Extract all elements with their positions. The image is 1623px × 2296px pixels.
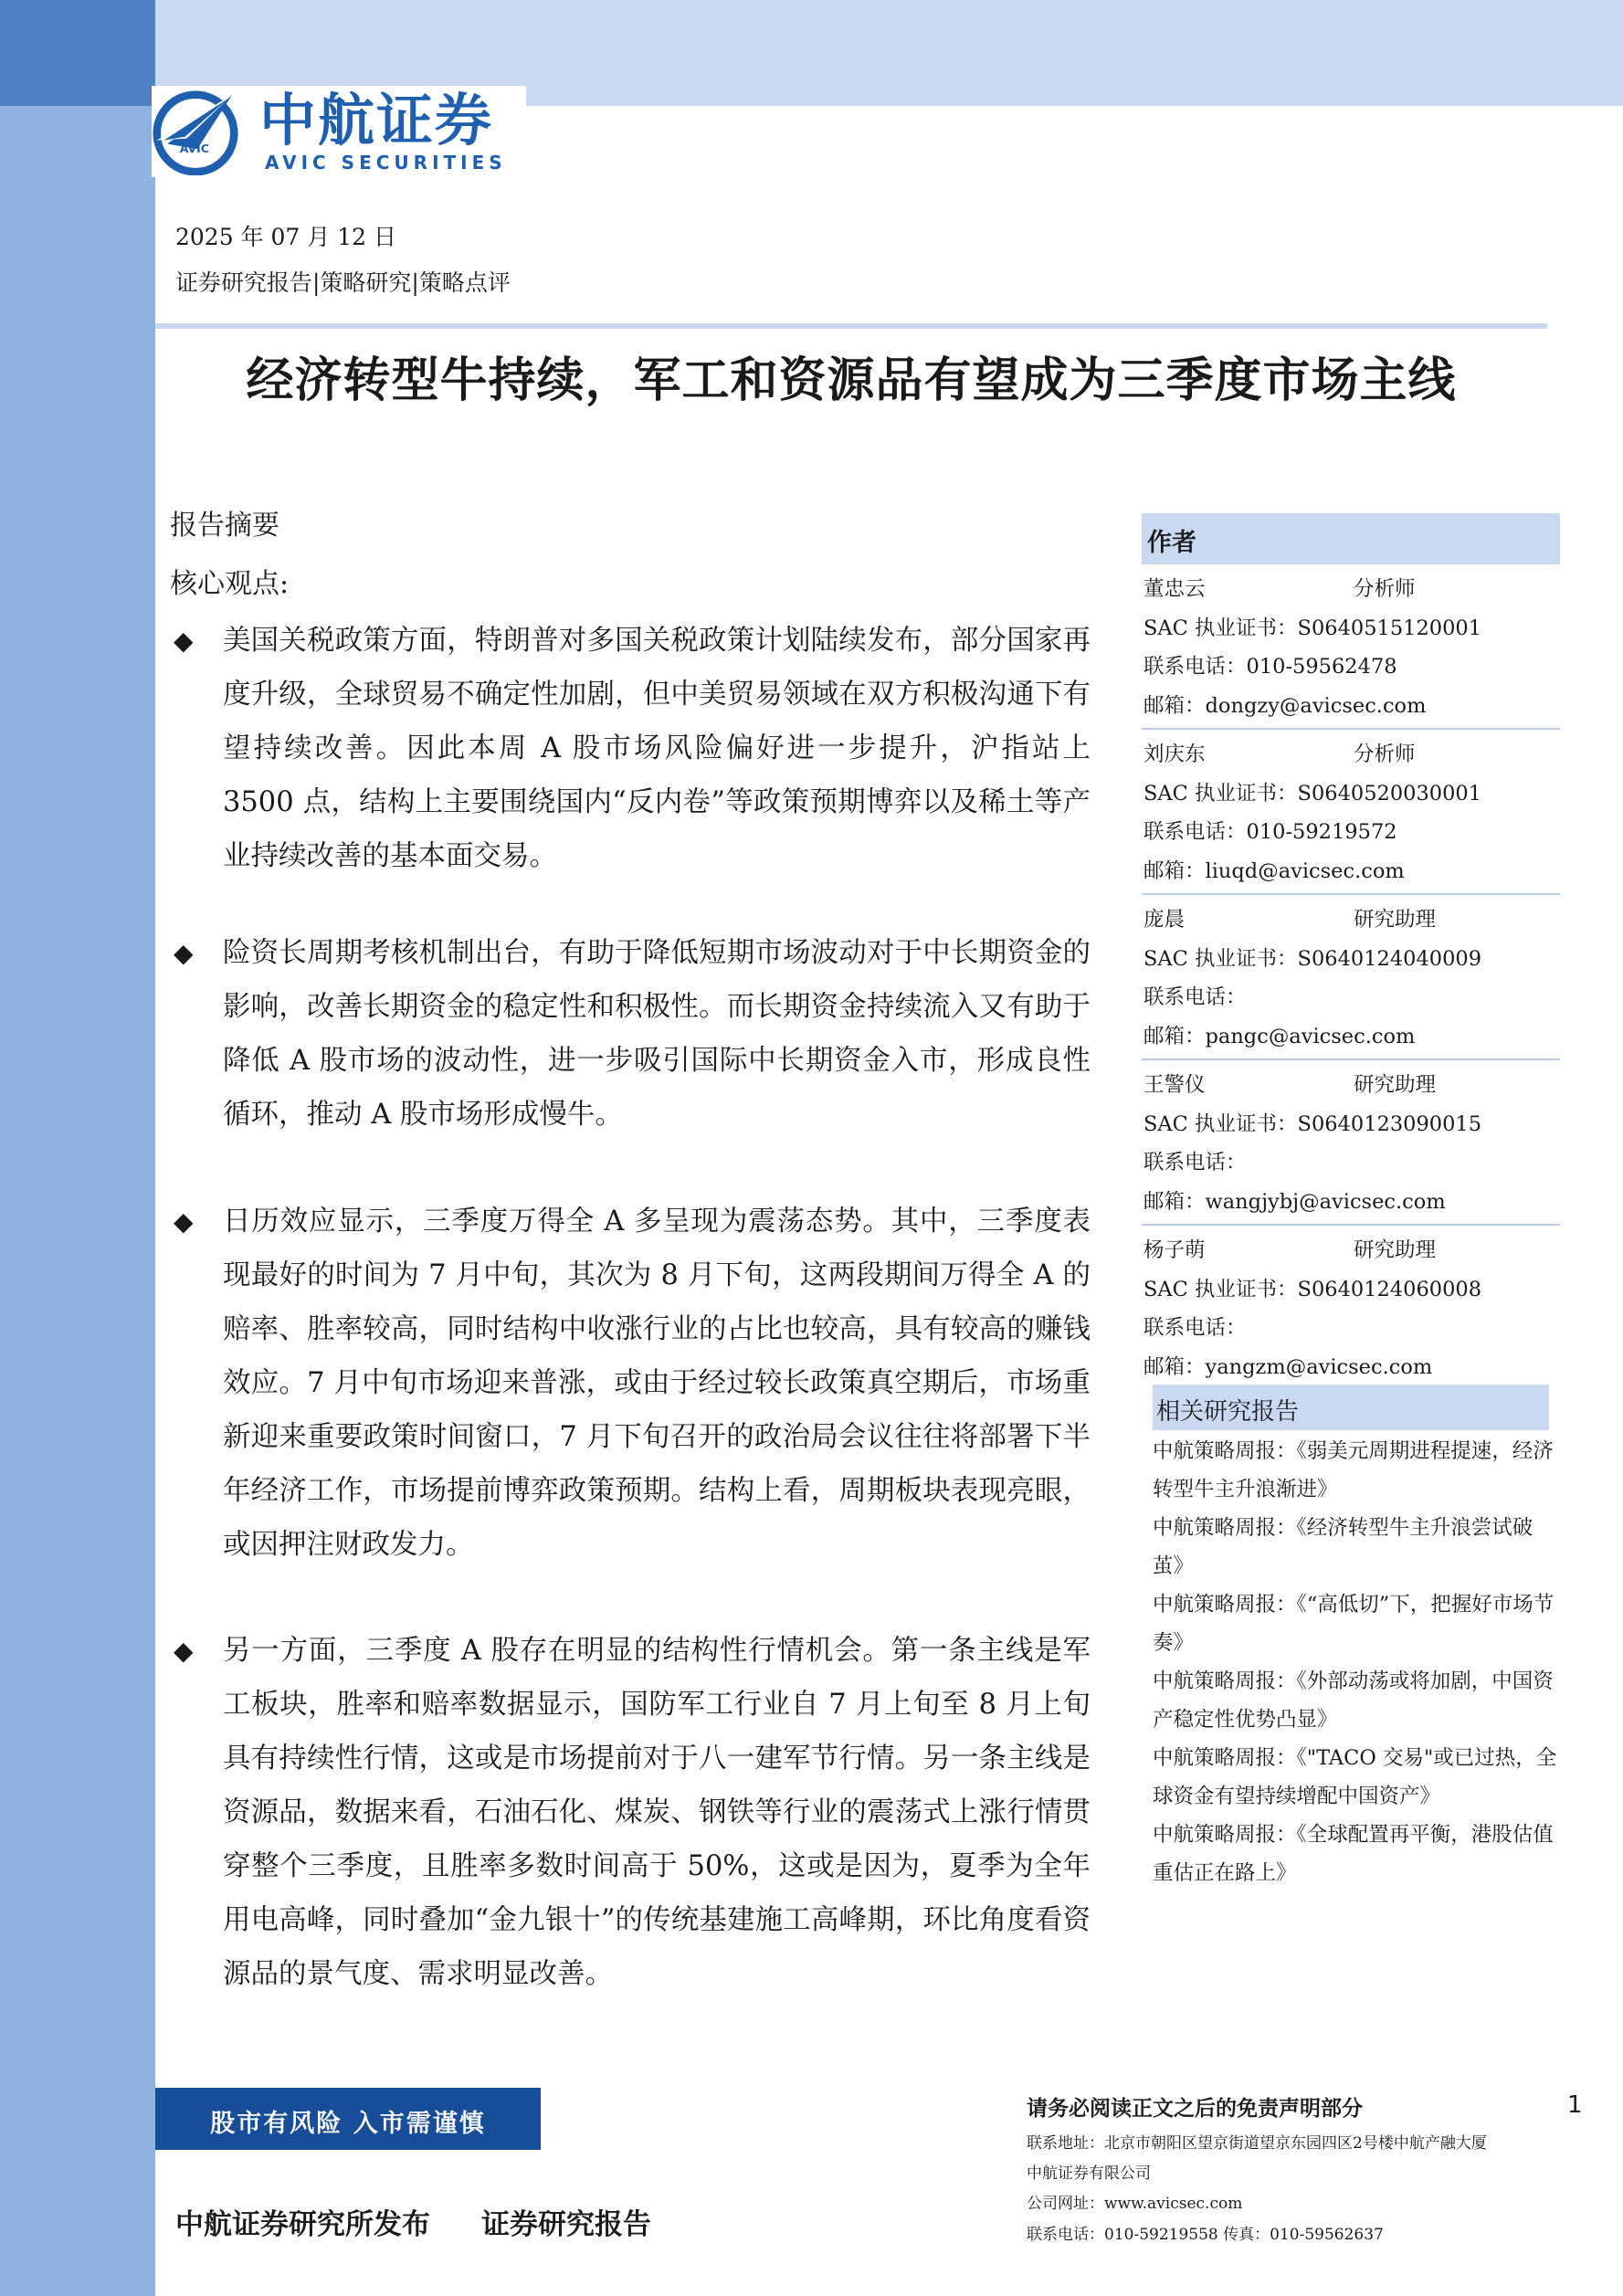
author-card	[1142, 1226, 1560, 1389]
bullet-text: 另一方面，三季度 A 股存在明显的结构性行情机会。第一条主线是军工板块，胜率和赔率数据显示，国防军工行业自 7 月上旬至 8 月上旬具有持续性行情，这或是市场提前对于八一建军节行情。另一条主线是资源品，数据来看，石油石化、煤炭、钢铁等行业的震荡式上涨行情贯穿整个三季度，且胜率多数时间高于 50%，这或是因为，夏季为全年用电高峰，同时叠加“金九银十”的传统基建施工高峰期，环比角度看资源品的景气度、需求明显改善。	[223, 1635, 1091, 1990]
report-category: 证券研究报告|策略研究|策略点评	[175, 269, 511, 296]
author-card	[1142, 564, 1560, 730]
logo-mark-text: AVIC	[179, 142, 209, 156]
related-reports-heading: 相关研究报告	[1156, 1398, 1300, 1426]
author-role: 研究助理	[1354, 1238, 1437, 1262]
author-phone: 联系电话：	[1143, 985, 1247, 1009]
author-email[interactable]: 邮箱：liuqd@avicsec.com	[1143, 858, 1405, 883]
author-name: 刘庆东	[1143, 743, 1206, 766]
author-phone: 联系电话：	[1143, 1316, 1247, 1340]
author-card	[1142, 730, 1560, 895]
report-title: 经济转型牛持续，军工和资源品有望成为三季度市场主线	[246, 353, 1457, 408]
bullet-text: 日历效应显示，三季度万得全 A 多呈现为震荡态势。其中，三季度表现最好的时间为 7 月中旬，其次为 8 月下旬，这两段期间万得全 A 的赔率、胜率较高，同时结构中收涨行业的占比也较高，具有较高的赚钱效应。7 月中旬市场迎来普涨，或由于经过较长政策真空期后，市场重新迎来重要政策时间窗口，7 月下旬召开的政治局会议往往将部署下半年经济工作，市场提前博弈政策预期。结构上看，周期板块表现亮眼，或因押注财政发力。	[223, 1206, 1091, 1561]
related-report-link[interactable]: 中航策略周报：《弱美元周期进程提速，经济转型牛主升浪渐进》	[1153, 1439, 1554, 1501]
authors-heading-box	[1142, 513, 1560, 564]
contact-address: 联系地址：北京市朝阳区望京街道望京东园四区2号楼中航产融大厦	[1027, 2134, 1487, 2153]
author-email[interactable]: 邮箱：pangc@avicsec.com	[1143, 1024, 1416, 1048]
page-number: 1	[1567, 2091, 1583, 2119]
diamond-bullet-icon: ◆	[174, 1636, 194, 1666]
related-report-link[interactable]: 中航策略周报：《全球配置再平衡，港股估值重估正在路上》	[1153, 1823, 1554, 1885]
author-cert: SAC 执业证书：S0640520030001	[1143, 781, 1482, 806]
author-cert: SAC 执业证书：S0640515120001	[1143, 616, 1482, 640]
author-role: 研究助理	[1354, 908, 1437, 932]
author-card	[1142, 1060, 1560, 1226]
author-list	[1142, 564, 1560, 1389]
related-reports-heading-box	[1153, 1385, 1549, 1430]
author-email[interactable]: 邮箱：wangjybj@avicsec.com	[1143, 1189, 1446, 1214]
left-sidebar-top-band	[0, 0, 155, 106]
publisher-line	[175, 2201, 651, 2242]
related-report-link[interactable]: 中航策略周报：《外部动荡或将加剧，中国资产稳定性优势凸显》	[1153, 1669, 1554, 1732]
diamond-bullet-icon: ◆	[174, 938, 194, 968]
author-name: 庞晨	[1143, 908, 1186, 932]
left-sidebar-band	[0, 0, 155, 2296]
related-report-link[interactable]: 中航策略周报：《经济转型牛主升浪尝试破茧》	[1153, 1516, 1533, 1578]
avic-logo	[152, 86, 526, 177]
author-cert: SAC 执业证书：S0640123090015	[1143, 1111, 1482, 1136]
bullet-text: 美国关税政策方面，特朗普对多国关税政策计划陆续发布，部分国家再度升级，全球贸易不确定性加剧，但中美贸易领域在双方积极沟通下有望持续改善。因此本周 A 股市场风险偏好进一步提升，沪指站上 3500 点，结构上主要围绕国内“反内卷”等政策预期博弈以及稀土等产业持续改善的基本面交易。	[223, 625, 1091, 872]
related-report-link[interactable]: 中航策略周报：《“高低切”下，把握好市场节奏》	[1153, 1593, 1554, 1655]
risk-warning-box	[155, 2088, 541, 2150]
summary-heading: 报告摘要	[170, 510, 279, 542]
author-email[interactable]: 邮箱：yangzm@avicsec.com	[1143, 1354, 1433, 1379]
logo-chinese-name: 中航证券	[259, 87, 494, 153]
author-name: 杨子萌	[1143, 1238, 1206, 1262]
author-email[interactable]: 邮箱：dongzy@avicsec.com	[1143, 693, 1427, 718]
author-name: 董忠云	[1143, 577, 1206, 601]
disclaimer-notice: 请务必阅读正文之后的免责声明部分	[1027, 2096, 1363, 2121]
author-name: 王警仪	[1143, 1073, 1206, 1097]
title-divider	[155, 323, 1547, 329]
diamond-bullet-icon: ◆	[174, 1206, 194, 1237]
author-cert: SAC 执业证书：S0640124060008	[1143, 1277, 1482, 1301]
report-type-label: 证券研究报告	[481, 2208, 651, 2241]
related-reports-list	[1153, 1432, 1564, 1892]
avic-wing-icon	[152, 88, 239, 175]
company-website[interactable]: 公司网址：www.avicsec.com	[1027, 2195, 1243, 2213]
authors-heading: 作者	[1147, 529, 1196, 557]
risk-warning-text: 股市有风险 入市需谨慎	[210, 2110, 486, 2138]
company-name: 中航证券有限公司	[1027, 2164, 1151, 2183]
author-role: 分析师	[1354, 577, 1416, 601]
author-phone: 联系电话：010-59219572	[1143, 820, 1397, 844]
publisher-name: 中航证券研究所发布	[175, 2208, 430, 2241]
logo-english-name: AVIC SECURITIES	[265, 152, 507, 174]
related-report-link[interactable]: 中航策略周报：《"TACO 交易"或已过热，全球资金有望持续增配中国资产》	[1153, 1746, 1557, 1808]
contact-phone-fax: 联系电话：010-59219558 传真：010-59562637	[1027, 2226, 1384, 2244]
author-role: 分析师	[1354, 743, 1416, 766]
report-date: 2025 年 07 月 12 日	[175, 224, 396, 250]
bullet-text: 险资长周期考核机制出台，有助于降低短期市场波动对于中长期资金的影响，改善长期资金的稳定性和积极性。而长期资金持续流入又有助于降低 A 股市场的波动性，进一步吸引国际中长期资金入市，形成良性循环，推动 A 股市场形成慢牛。	[223, 937, 1091, 1131]
core-view-heading: 核心观点:	[170, 568, 290, 600]
author-card	[1142, 895, 1560, 1060]
author-phone: 联系电话：	[1143, 1151, 1247, 1174]
author-phone: 联系电话：010-59562478	[1143, 655, 1397, 679]
author-cert: SAC 执业证书：S0640124040009	[1143, 946, 1482, 971]
diamond-bullet-icon: ◆	[174, 626, 194, 656]
author-role: 研究助理	[1354, 1073, 1437, 1097]
